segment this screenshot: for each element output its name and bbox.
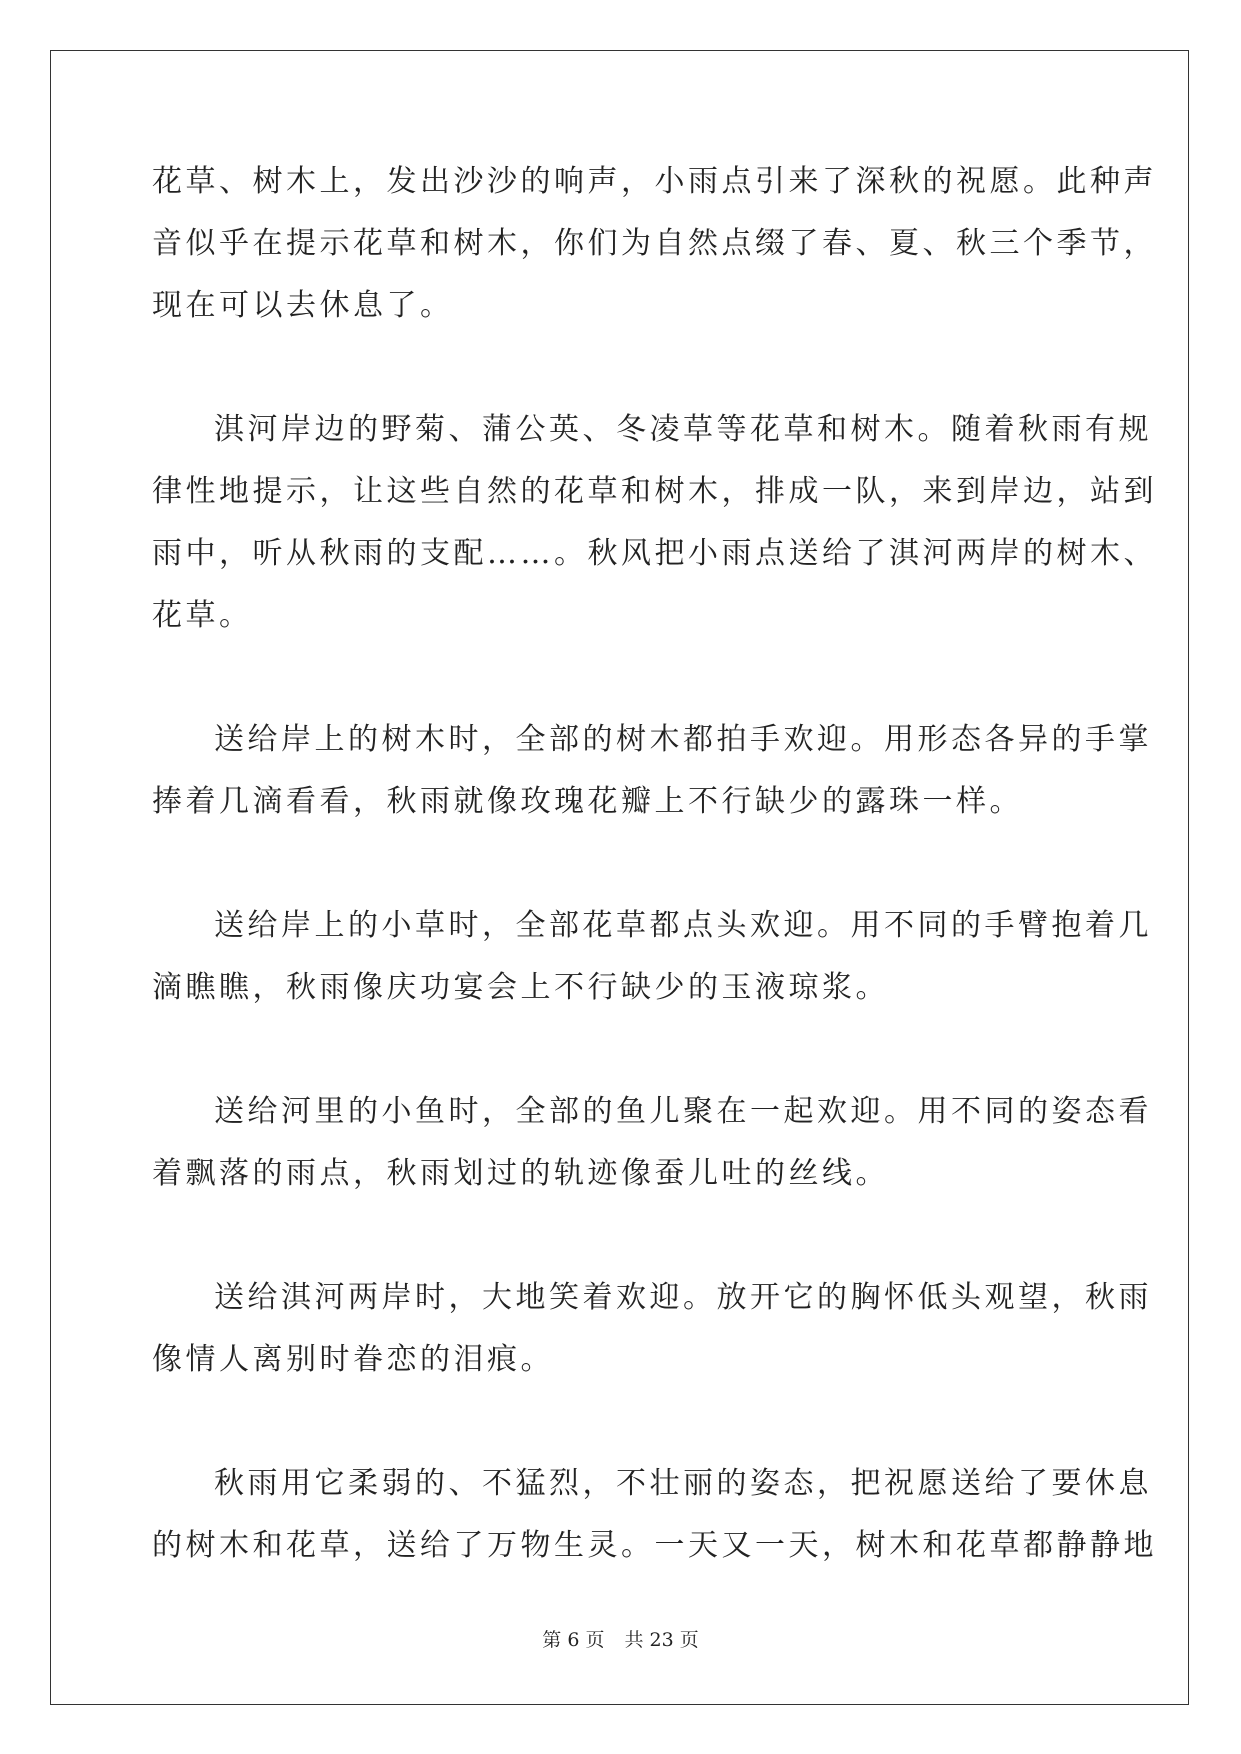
text-line: 送给岸上的树木时，全部的树木都拍手欢迎。用形态各异的手掌 (214, 722, 1152, 757)
text-line: 着飘落的雨点，秋雨划过的轨迹像蚕儿吐的丝线。 (152, 1156, 889, 1191)
text-line: 雨中，听从秋雨的支配……。秋风把小雨点送给了淇河两岸的树木、 (152, 536, 1157, 571)
page-footer (0, 1625, 1241, 1652)
paragraph (152, 1453, 1157, 1577)
text-line: 淇河岸边的野菊、蒲公英、冬凌草等花草和树木。随着秋雨有规 (214, 412, 1152, 447)
text-line: 像情人离别时眷恋的泪痕。 (152, 1342, 554, 1377)
current-page-number: 第 6 页 (542, 1629, 605, 1651)
text-line: 花草。 (152, 598, 253, 633)
paragraph (152, 1267, 1152, 1391)
text-line: 送给河里的小鱼时，全部的鱼儿聚在一起欢迎。用不同的姿态看 (214, 1094, 1152, 1129)
text-line: 送给岸上的小草时，全部花草都点头欢迎。用不同的手臂抱着几 (214, 908, 1152, 943)
total-pages: 共 23 页 (624, 1629, 699, 1651)
text-line: 律性地提示，让这些自然的花草和树木，排成一队，来到岸边，站到 (152, 474, 1157, 509)
document-body (152, 151, 1157, 1639)
text-line: 音似乎在提示花草和树木，你们为自然点缀了春、夏、秋三个季节， (152, 226, 1157, 261)
text-line: 现在可以去休息了。 (152, 288, 454, 323)
text-line: 的树木和花草，送给了万物生灵。一天又一天，树木和花草都静静地 (152, 1528, 1157, 1563)
paragraph (152, 895, 1152, 1019)
text-line: 花草、树木上，发出沙沙的响声，小雨点引来了深秋的祝愿。此种声 (152, 164, 1157, 199)
paragraph (152, 1081, 1152, 1205)
text-line: 送给淇河两岸时，大地笑着欢迎。放开它的胸怀低头观望，秋雨 (214, 1280, 1152, 1315)
paragraph (152, 399, 1157, 647)
paragraph (152, 151, 1157, 337)
paragraph (152, 709, 1152, 833)
text-line: 秋雨用它柔弱的、不猛烈，不壮丽的姿态，把祝愿送给了要休息 (214, 1466, 1152, 1501)
text-line: 捧着几滴看看，秋雨就像玫瑰花瓣上不行缺少的露珠一样。 (152, 784, 1023, 819)
text-line: 滴瞧瞧，秋雨像庆功宴会上不行缺少的玉液琼浆。 (152, 970, 889, 1005)
